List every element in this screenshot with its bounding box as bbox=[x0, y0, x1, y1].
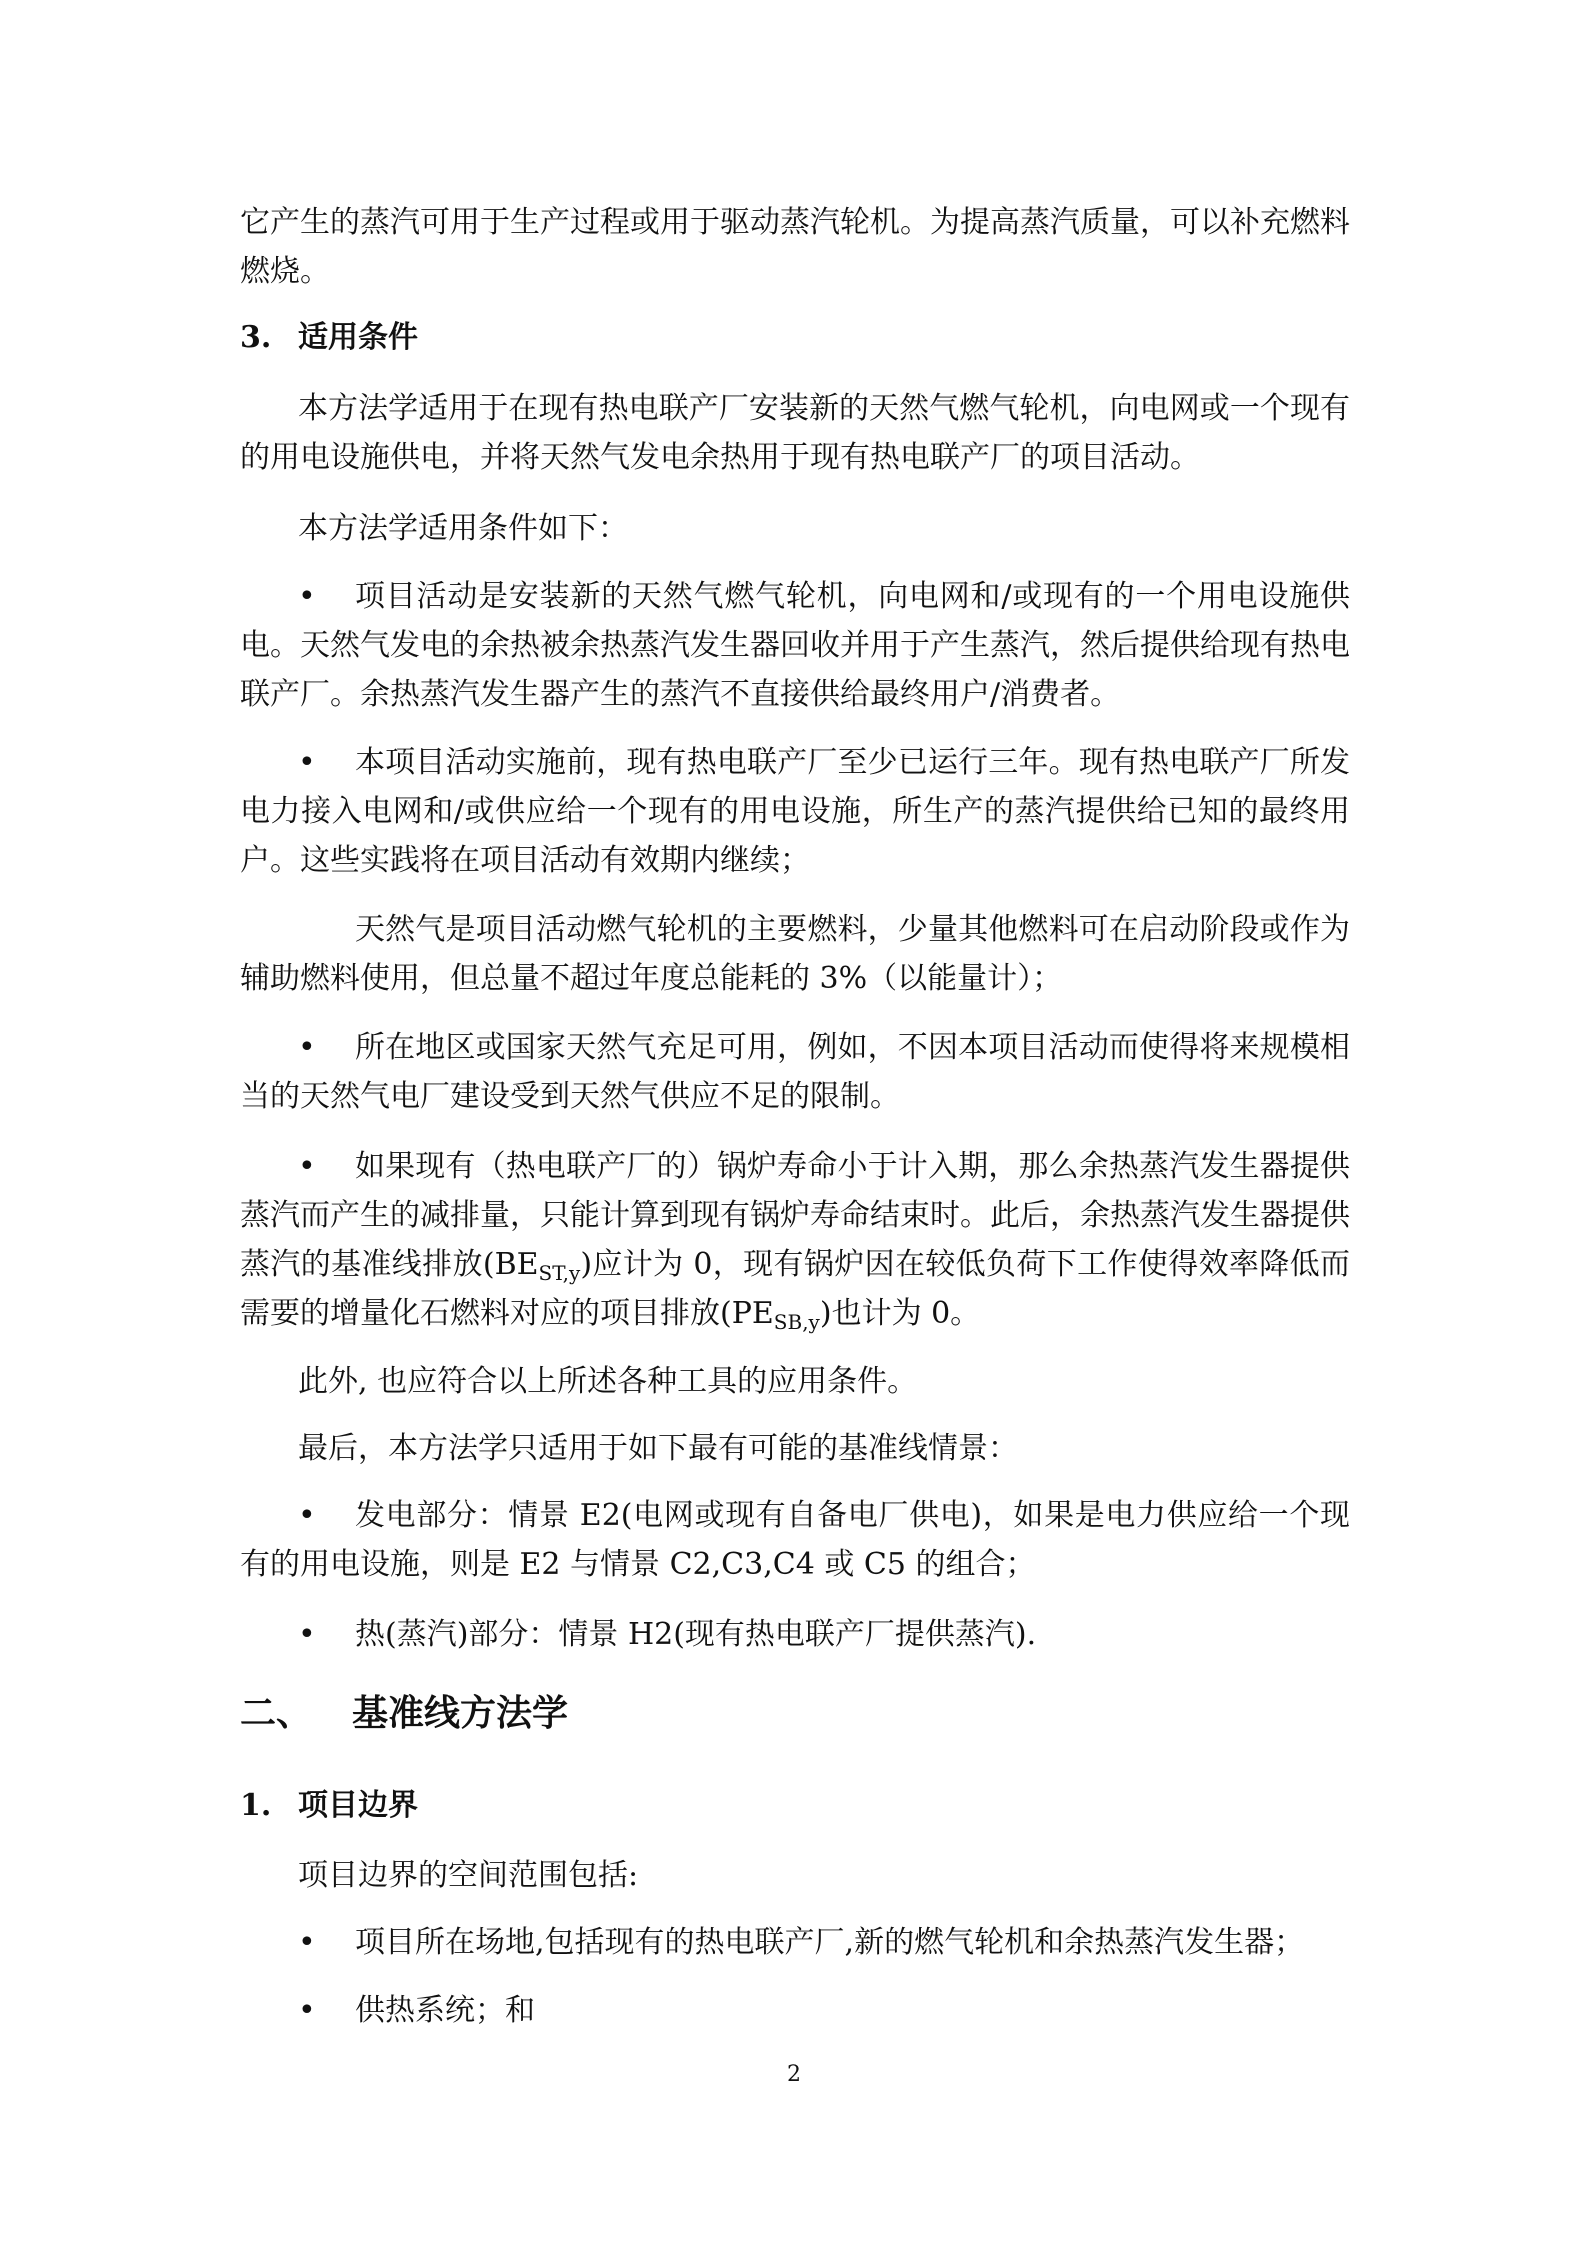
section-number: 3. bbox=[240, 320, 272, 355]
list-item bbox=[240, 1918, 1350, 1967]
page-number: 2 bbox=[787, 2062, 801, 2087]
subscript: ST,y bbox=[538, 1261, 581, 1285]
boundary-paragraph: 项目边界的空间范围包括: bbox=[298, 1858, 639, 1893]
bullet-icon: • bbox=[298, 1617, 316, 1652]
list-item-text: 项目活动是安装新的天然气燃气轮机，向电网和/或现有的一个用电设施供电。天然气发电的余热被余热蒸汽发生器回收并用于产生蒸汽，然后提供给现有热电联产厂。余热蒸汽发生器产生的蒸汽不直接供给最终用户/消费者。 bbox=[240, 579, 1350, 712]
list-item-text: 热(蒸汽)部分：情景 H2(现有热电联产厂提供蒸汽). bbox=[355, 1617, 1037, 1652]
section-heading-applicability bbox=[240, 318, 418, 358]
list-item bbox=[240, 1023, 1350, 1121]
bullet-icon: • bbox=[298, 1993, 316, 2028]
list-item bbox=[240, 738, 1350, 885]
list-item bbox=[240, 1491, 1350, 1589]
applicability-paragraph: 本方法学适用于在现有热电联产厂安装新的天然气燃气轮机，向电网或一个现有的用电设施供电，并将天然气发电余热用于现有热电联产厂的项目活动。 bbox=[240, 391, 1350, 475]
list-item-text: 本项目活动实施前，现有热电联产厂至少已运行三年。现有热电联产厂所发电力接入电网和/或供应给一个现有的用电设施，所生产的蒸汽提供给已知的最终用户。这些实践将在项目活动有效期内继续； bbox=[240, 745, 1350, 878]
bullet-icon: • bbox=[298, 745, 316, 780]
chapter-title: 基准线方法学 bbox=[352, 1692, 569, 1734]
natural-gas-paragraph: 天然气是项目活动燃气轮机的主要燃料，少量其他燃料可在启动阶段或作为辅助燃料使用，但总量不超过年度总能耗的 3%（以能量计）； bbox=[240, 912, 1350, 996]
section-heading-boundary bbox=[240, 1786, 418, 1826]
list-item-text: 所在地区或国家天然气充足可用，例如，不因本项目活动而使得将来规模相当的天然气电厂建设受到天然气供应不足的限制。 bbox=[240, 1030, 1350, 1114]
intro-paragraph: 它产生的蒸汽可用于生产过程或用于驱动蒸汽轮机。为提高蒸汽质量，可以补充燃料燃烧。 bbox=[240, 205, 1350, 289]
list-item-text: 如果现有（热电联产厂的）锅炉寿命小于计入期，那么余热蒸汽发生器提供蒸汽而产生的减排量，只能计算到现有锅炉寿命结束时。此后，余热蒸汽发生器提供蒸汽的基准线排放$(BE_{ST,y})$应计为 0，现有锅炉因在较低负荷下工作使得效率降低而需要的增量化石燃料对应的项目排放$(PE_{SB,y})$也计为 0。 bbox=[240, 1149, 1351, 1334]
subscript: SB,y bbox=[773, 1310, 820, 1334]
list-item-text: 项目所在场地,包括现有的热电联产厂,新的燃气轮机和余热蒸汽发生器； bbox=[355, 1925, 1305, 1960]
list-item bbox=[240, 1610, 1350, 1659]
chapter-number: 二、 bbox=[240, 1692, 313, 1734]
list-item-text: 发电部分：情景 E2(电网或现有自备电厂供电)，如果是电力供应给一个现有的用电设施，则是 E2 与情景 C2,C3,C4 或 C5 的组合； bbox=[240, 1498, 1350, 1582]
bullet-icon: • bbox=[298, 579, 316, 614]
chapter-heading-baseline bbox=[240, 1690, 568, 1736]
bullet-icon: • bbox=[298, 1149, 316, 1184]
list-item-text: 供热系统；和 bbox=[355, 1993, 535, 2028]
list-item bbox=[240, 572, 1350, 719]
finally-paragraph: 最后，本方法学只适用于如下最有可能的基准线情景： bbox=[298, 1431, 1018, 1466]
bullet-icon: • bbox=[298, 1498, 316, 1533]
also-paragraph: 此外, 也应符合以上所述各种工具的应用条件。 bbox=[298, 1364, 918, 1399]
bullet-icon: • bbox=[298, 1925, 316, 1960]
section-number: 1. bbox=[240, 1788, 272, 1823]
conditions-intro: 本方法学适用条件如下： bbox=[298, 511, 628, 546]
section-title: 项目边界 bbox=[298, 1788, 418, 1823]
bullet-icon: • bbox=[298, 1030, 316, 1065]
list-item bbox=[240, 1986, 1350, 2035]
section-title: 适用条件 bbox=[298, 320, 418, 355]
list-item bbox=[240, 1142, 1350, 1338]
